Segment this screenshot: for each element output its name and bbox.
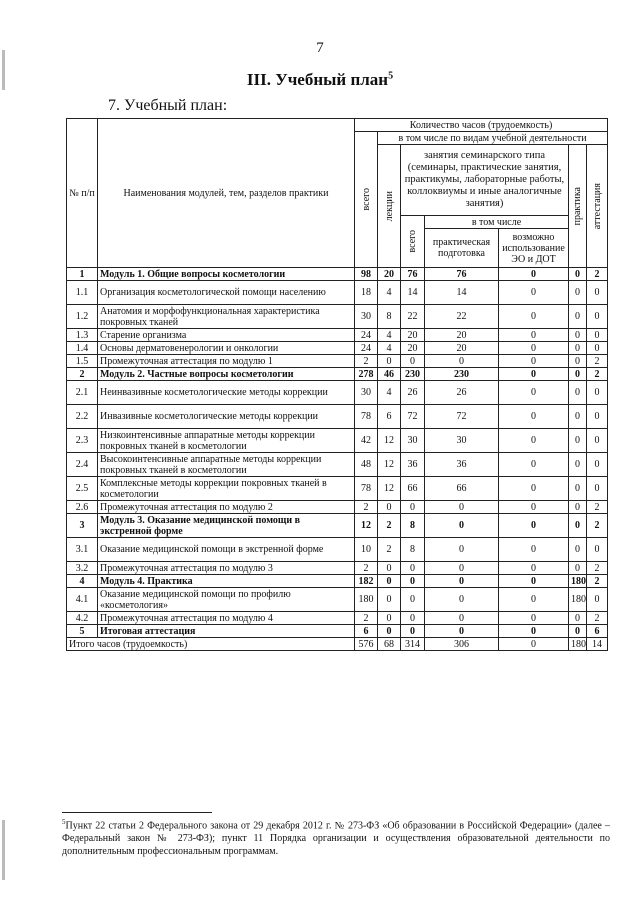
row-cell-total: 2 xyxy=(355,355,378,368)
row-number: 5 xyxy=(67,625,98,638)
row-cell-total: 10 xyxy=(355,538,378,562)
row-name: Промежуточная аттестация по модулю 3 xyxy=(98,562,355,575)
row-name: Промежуточная аттестация по модулю 2 xyxy=(98,501,355,514)
total-cell-eo: 0 xyxy=(499,638,569,651)
section-title-text: III. Учебный план xyxy=(246,70,389,89)
row-cell-total: 30 xyxy=(355,381,378,405)
row-cell-att: 0 xyxy=(587,305,608,329)
row-number: 2 xyxy=(67,368,98,381)
row-name: Старение организма xyxy=(98,329,355,342)
table-row xyxy=(67,575,608,588)
table-row xyxy=(67,501,608,514)
row-cell-total: 2 xyxy=(355,562,378,575)
header-lectures xyxy=(378,145,401,268)
header-seminar: занятия семинарского типа (семинары, практические занятия, практикумы, лабораторные работы, коллоквиумы и иные аналогичные занятия) xyxy=(401,145,569,216)
row-name: Высокоинтенсивные аппаратные методы коррекции покровных тканей в косметологии xyxy=(98,453,355,477)
row-name: Модуль 2. Частные вопросы косметологии xyxy=(98,368,355,381)
table-row xyxy=(67,381,608,405)
row-cell-total: 48 xyxy=(355,453,378,477)
row-cell-sem: 0 xyxy=(401,612,425,625)
row-cell-sem: 0 xyxy=(401,588,425,612)
row-cell-total: 24 xyxy=(355,329,378,342)
row-cell-pp: 20 xyxy=(425,342,499,355)
row-number: 2.2 xyxy=(67,405,98,429)
row-cell-pp: 22 xyxy=(425,305,499,329)
row-cell-total: 42 xyxy=(355,429,378,453)
row-number: 3 xyxy=(67,514,98,538)
row-cell-pr: 180 xyxy=(569,588,587,612)
total-cell-lec: 68 xyxy=(378,638,401,651)
row-cell-att: 0 xyxy=(587,588,608,612)
footnote-marker: 5 xyxy=(62,818,66,826)
row-cell-pp: 14 xyxy=(425,281,499,305)
row-cell-sem: 0 xyxy=(401,355,425,368)
table-row xyxy=(67,612,608,625)
row-number: 1.4 xyxy=(67,342,98,355)
row-number: 2.5 xyxy=(67,477,98,501)
row-cell-att: 6 xyxy=(587,625,608,638)
row-number: 1.1 xyxy=(67,281,98,305)
row-number: 4.1 xyxy=(67,588,98,612)
row-name: Оказание медицинской помощи по профилю «косметология» xyxy=(98,588,355,612)
row-name: Инвазивные косметологические методы коррекции xyxy=(98,405,355,429)
row-cell-att: 2 xyxy=(587,514,608,538)
row-cell-total: 30 xyxy=(355,305,378,329)
row-cell-sem: 230 xyxy=(401,368,425,381)
row-cell-lec: 12 xyxy=(378,453,401,477)
row-cell-eo: 0 xyxy=(499,501,569,514)
header-total xyxy=(355,132,378,268)
scan-margin-mark xyxy=(2,820,5,880)
row-cell-lec: 6 xyxy=(378,405,401,429)
row-cell-pp: 0 xyxy=(425,612,499,625)
row-cell-att: 0 xyxy=(587,342,608,355)
row-cell-pr: 180 xyxy=(569,575,587,588)
row-cell-eo: 0 xyxy=(499,268,569,281)
footnote-divider xyxy=(62,812,212,813)
total-cell-sem: 314 xyxy=(401,638,425,651)
table-body xyxy=(67,268,608,651)
row-cell-pr: 0 xyxy=(569,268,587,281)
row-cell-lec: 0 xyxy=(378,588,401,612)
row-cell-pr: 0 xyxy=(569,562,587,575)
header-practice-text: практика xyxy=(572,186,583,226)
row-cell-pr: 0 xyxy=(569,342,587,355)
row-cell-sem: 76 xyxy=(401,268,425,281)
header-practical-training: практическая подготовка xyxy=(425,229,499,268)
table-row xyxy=(67,329,608,342)
row-cell-att: 2 xyxy=(587,368,608,381)
total-cell-att: 14 xyxy=(587,638,608,651)
total-cell-pp: 306 xyxy=(425,638,499,651)
row-cell-eo: 0 xyxy=(499,381,569,405)
table-total-row xyxy=(67,638,608,651)
row-cell-pr: 0 xyxy=(569,501,587,514)
header-seminar-total xyxy=(401,216,425,268)
row-cell-pr: 0 xyxy=(569,625,587,638)
row-cell-lec: 4 xyxy=(378,381,401,405)
row-cell-pr: 0 xyxy=(569,477,587,501)
row-cell-att: 0 xyxy=(587,538,608,562)
row-cell-eo: 0 xyxy=(499,342,569,355)
table-row xyxy=(67,429,608,453)
row-cell-total: 2 xyxy=(355,501,378,514)
row-name: Промежуточная аттестация по модулю 4 xyxy=(98,612,355,625)
row-cell-eo: 0 xyxy=(499,612,569,625)
row-cell-pp: 76 xyxy=(425,268,499,281)
row-name: Основы дерматовенерологии и онкологии xyxy=(98,342,355,355)
table-row xyxy=(67,562,608,575)
row-cell-total: 98 xyxy=(355,268,378,281)
header-seminar-total-text: всего xyxy=(407,230,418,253)
row-cell-total: 12 xyxy=(355,514,378,538)
row-cell-lec: 8 xyxy=(378,305,401,329)
row-cell-sem: 14 xyxy=(401,281,425,305)
row-cell-pp: 26 xyxy=(425,381,499,405)
row-cell-pr: 0 xyxy=(569,329,587,342)
row-cell-att: 2 xyxy=(587,562,608,575)
table-row xyxy=(67,368,608,381)
row-cell-pr: 0 xyxy=(569,514,587,538)
header-attestation-text: аттестация xyxy=(591,182,603,230)
row-cell-pr: 0 xyxy=(569,429,587,453)
row-cell-att: 2 xyxy=(587,575,608,588)
row-cell-eo: 0 xyxy=(499,368,569,381)
row-name: Низкоинтенсивные аппаратные методы коррекции покровных тканей в косметологии xyxy=(98,429,355,453)
table-row xyxy=(67,405,608,429)
row-cell-pr: 0 xyxy=(569,368,587,381)
header-by-activity: в том числе по видам учебной деятельности xyxy=(378,132,608,145)
row-cell-sem: 30 xyxy=(401,429,425,453)
row-cell-pp: 230 xyxy=(425,368,499,381)
row-cell-att: 0 xyxy=(587,453,608,477)
row-cell-lec: 0 xyxy=(378,612,401,625)
footnote-reference: 5 xyxy=(388,70,394,82)
row-cell-sem: 66 xyxy=(401,477,425,501)
table-row xyxy=(67,588,608,612)
table-row xyxy=(67,514,608,538)
row-cell-sem: 0 xyxy=(401,562,425,575)
row-cell-pp: 66 xyxy=(425,477,499,501)
row-cell-eo: 0 xyxy=(499,538,569,562)
row-cell-eo: 0 xyxy=(499,429,569,453)
row-name: Модуль 4. Практика xyxy=(98,575,355,588)
row-cell-lec: 0 xyxy=(378,575,401,588)
row-cell-pp: 0 xyxy=(425,514,499,538)
row-name: Оказание медицинской помощи в экстренной форме xyxy=(98,538,355,562)
footnote-text: Пункт 22 статьи 2 Федерального закона от 29 декабря 2012 г. № 273-ФЗ «Об образовании в Российской Федерации» (далее – Федеральный закон № 273-ФЗ); пункт 11 Порядка организации и осуществления образовательной деятельности по дополнительным профессиональным программам. xyxy=(62,820,610,858)
row-cell-att: 0 xyxy=(587,381,608,405)
row-cell-eo: 0 xyxy=(499,281,569,305)
row-cell-sem: 0 xyxy=(401,501,425,514)
row-cell-eo: 0 xyxy=(499,514,569,538)
table-row xyxy=(67,625,608,638)
row-cell-pp: 36 xyxy=(425,453,499,477)
row-number: 3.2 xyxy=(67,562,98,575)
table-row xyxy=(67,538,608,562)
scan-margin-mark xyxy=(2,50,5,90)
row-cell-total: 2 xyxy=(355,612,378,625)
row-number: 3.1 xyxy=(67,538,98,562)
row-cell-att: 0 xyxy=(587,281,608,305)
header-lectures-text: лекции xyxy=(383,190,395,222)
table-row xyxy=(67,355,608,368)
row-cell-lec: 4 xyxy=(378,281,401,305)
row-cell-eo: 0 xyxy=(499,575,569,588)
header-num: № п/п xyxy=(67,119,98,268)
section-title xyxy=(0,70,640,90)
row-cell-eo: 0 xyxy=(499,477,569,501)
row-cell-total: 6 xyxy=(355,625,378,638)
header-practice xyxy=(569,145,587,268)
row-cell-sem: 0 xyxy=(401,575,425,588)
table-row xyxy=(67,342,608,355)
row-name: Модуль 3. Оказание медицинской помощи в экстренной форме xyxy=(98,514,355,538)
table-row xyxy=(67,477,608,501)
row-cell-sem: 26 xyxy=(401,381,425,405)
row-cell-eo: 0 xyxy=(499,305,569,329)
page-number: 7 xyxy=(316,40,324,56)
row-cell-sem: 20 xyxy=(401,329,425,342)
row-number: 1 xyxy=(67,268,98,281)
header-attestation xyxy=(587,145,608,268)
row-cell-pr: 0 xyxy=(569,453,587,477)
row-cell-total: 24 xyxy=(355,342,378,355)
row-cell-pp: 0 xyxy=(425,625,499,638)
row-cell-lec: 0 xyxy=(378,355,401,368)
row-cell-lec: 0 xyxy=(378,625,401,638)
subsection-title: 7. Учебный план: xyxy=(108,97,228,114)
row-cell-pp: 20 xyxy=(425,329,499,342)
row-name: Итоговая аттестация xyxy=(98,625,355,638)
row-cell-eo: 0 xyxy=(499,453,569,477)
row-name: Анатомия и морфофункциональная характеристика покровных тканей xyxy=(98,305,355,329)
row-name: Промежуточная аттестация по модулю 1 xyxy=(98,355,355,368)
header-total-text: всего xyxy=(360,188,372,211)
row-cell-att: 0 xyxy=(587,405,608,429)
row-name: Комплексные методы коррекции покровных тканей в косметологии xyxy=(98,477,355,501)
row-cell-pr: 0 xyxy=(569,355,587,368)
row-name: Организация косметологической помощи населению xyxy=(98,281,355,305)
row-cell-lec: 4 xyxy=(378,342,401,355)
row-cell-eo: 0 xyxy=(499,329,569,342)
row-cell-total: 78 xyxy=(355,477,378,501)
table-row xyxy=(67,281,608,305)
row-cell-total: 78 xyxy=(355,405,378,429)
row-number: 2.3 xyxy=(67,429,98,453)
row-cell-att: 2 xyxy=(587,501,608,514)
row-cell-lec: 2 xyxy=(378,514,401,538)
row-cell-total: 18 xyxy=(355,281,378,305)
row-cell-pr: 0 xyxy=(569,281,587,305)
row-cell-total: 182 xyxy=(355,575,378,588)
row-cell-att: 2 xyxy=(587,612,608,625)
header-name: Наименования модулей, тем, разделов практики xyxy=(98,119,355,268)
row-number: 4.2 xyxy=(67,612,98,625)
row-cell-eo: 0 xyxy=(499,588,569,612)
total-cell-total: 576 xyxy=(355,638,378,651)
row-cell-sem: 72 xyxy=(401,405,425,429)
row-name: Модуль 1. Общие вопросы косметологии xyxy=(98,268,355,281)
row-cell-lec: 2 xyxy=(378,538,401,562)
row-cell-pp: 0 xyxy=(425,562,499,575)
total-cell-pr: 180 xyxy=(569,638,587,651)
header-eo-dot: возможно использование ЭО и ДОТ xyxy=(499,229,569,268)
row-cell-pr: 0 xyxy=(569,305,587,329)
row-cell-pr: 0 xyxy=(569,538,587,562)
row-number: 1.2 xyxy=(67,305,98,329)
row-cell-eo: 0 xyxy=(499,562,569,575)
row-cell-sem: 36 xyxy=(401,453,425,477)
row-cell-sem: 8 xyxy=(401,514,425,538)
row-cell-sem: 8 xyxy=(401,538,425,562)
row-cell-att: 0 xyxy=(587,429,608,453)
table-row xyxy=(67,305,608,329)
table-header xyxy=(67,119,608,268)
row-number: 2.4 xyxy=(67,453,98,477)
row-cell-pp: 0 xyxy=(425,501,499,514)
row-cell-sem: 22 xyxy=(401,305,425,329)
row-number: 2.6 xyxy=(67,501,98,514)
row-cell-pp: 0 xyxy=(425,588,499,612)
row-name: Неинвазивные косметологические методы коррекции xyxy=(98,381,355,405)
row-cell-eo: 0 xyxy=(499,355,569,368)
row-cell-pr: 0 xyxy=(569,381,587,405)
row-number: 2.1 xyxy=(67,381,98,405)
row-cell-att: 0 xyxy=(587,329,608,342)
row-cell-total: 180 xyxy=(355,588,378,612)
row-cell-total: 278 xyxy=(355,368,378,381)
curriculum-table xyxy=(66,118,608,651)
row-cell-pp: 30 xyxy=(425,429,499,453)
row-cell-lec: 20 xyxy=(378,268,401,281)
row-cell-lec: 4 xyxy=(378,329,401,342)
total-label: Итого часов (трудоемкость) xyxy=(67,638,355,651)
row-cell-pp: 0 xyxy=(425,355,499,368)
header-including: в том числе xyxy=(425,216,569,229)
row-cell-pp: 0 xyxy=(425,575,499,588)
row-cell-pp: 0 xyxy=(425,538,499,562)
table-row xyxy=(67,453,608,477)
row-cell-eo: 0 xyxy=(499,625,569,638)
row-cell-sem: 0 xyxy=(401,625,425,638)
row-cell-lec: 46 xyxy=(378,368,401,381)
row-cell-lec: 12 xyxy=(378,477,401,501)
row-number: 1.5 xyxy=(67,355,98,368)
row-cell-sem: 20 xyxy=(401,342,425,355)
row-cell-lec: 12 xyxy=(378,429,401,453)
row-number: 4 xyxy=(67,575,98,588)
row-cell-att: 2 xyxy=(587,355,608,368)
row-cell-pr: 0 xyxy=(569,405,587,429)
row-cell-pp: 72 xyxy=(425,405,499,429)
row-cell-eo: 0 xyxy=(499,405,569,429)
row-number: 1.3 xyxy=(67,329,98,342)
row-cell-att: 2 xyxy=(587,268,608,281)
row-cell-att: 0 xyxy=(587,477,608,501)
header-total-hours: Количество часов (трудоемкость) xyxy=(355,119,608,132)
row-cell-pr: 0 xyxy=(569,612,587,625)
table-row xyxy=(67,268,608,281)
footnote xyxy=(62,816,610,858)
row-cell-lec: 0 xyxy=(378,562,401,575)
row-cell-lec: 0 xyxy=(378,501,401,514)
